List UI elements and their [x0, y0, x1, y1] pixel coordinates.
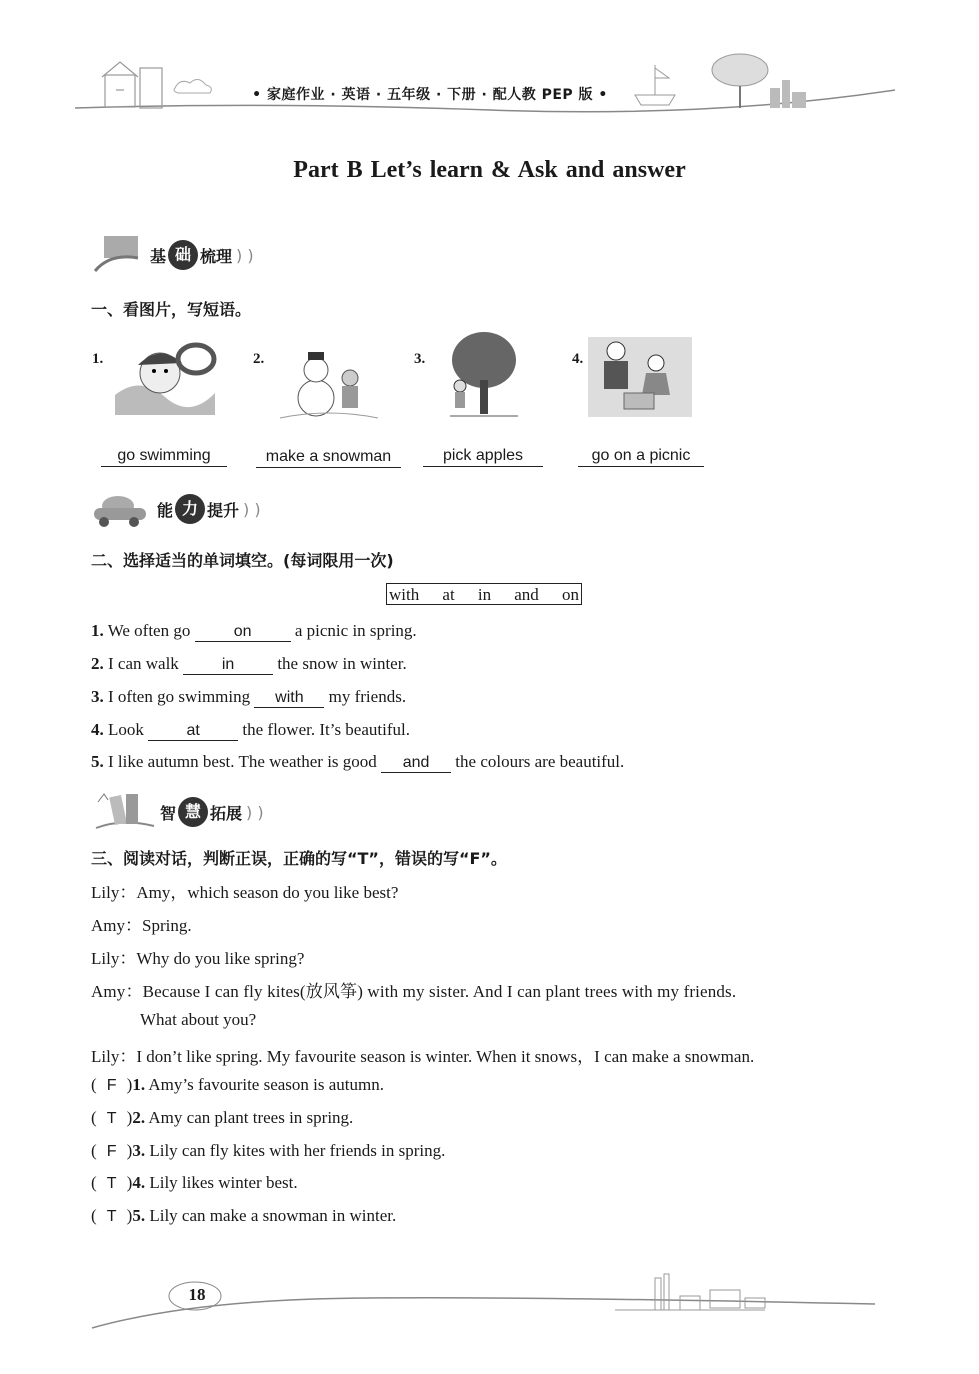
answer-phrase-1: go swimming	[101, 446, 227, 467]
word-bank-item: with	[389, 585, 420, 604]
dialogue-line-3: Lily：Why do you like spring?	[91, 949, 305, 968]
series-header: • 家庭作业 · 英语 · 五年级 · 下册 · 配人教 PEP 版 •	[252, 87, 608, 103]
badge-char-1: 智	[160, 803, 177, 823]
badge-char-highlight: 力	[175, 494, 205, 524]
part3-instruction: 三、阅读对话，判断正误，正确的写“T”，错误的写“F”。	[91, 849, 507, 868]
pic-num-2: 2.	[253, 351, 265, 367]
item-number: 1.	[91, 621, 104, 640]
page-number: 18	[188, 1285, 206, 1304]
tf-item-1: ( F )1. Amy’s favourite season is autumn.	[91, 1075, 385, 1094]
answer-blank: with	[254, 689, 324, 708]
boat-icon	[635, 65, 675, 105]
badge-char-highlight: 础	[168, 240, 198, 270]
word-bank-item: in	[477, 585, 492, 604]
sentence-start: I like autumn best. The weather is good	[103, 752, 382, 771]
page-title: Part B Let’s learn & Ask and answer	[293, 157, 686, 183]
item-number: 1.	[132, 1075, 146, 1094]
sentence-start: We often go	[103, 621, 195, 640]
tf-statement: Amy’s favourite season is autumn.	[145, 1075, 385, 1094]
badge-char-rest: 提升	[207, 500, 240, 520]
part1-instruction: 一、看图片，写短语。	[91, 300, 252, 319]
cloud-icon	[174, 79, 211, 93]
fill-sentence-4	[91, 720, 410, 741]
fill-sentence-1	[91, 621, 417, 642]
sentence-end: the colours are beautiful.	[451, 752, 625, 771]
word-bank-item: at	[442, 585, 455, 604]
answer-blank: and	[381, 754, 451, 773]
pic-num-1: 1.	[92, 351, 104, 367]
answer-blank: in	[183, 656, 273, 675]
word-bank	[386, 583, 582, 605]
word-bank-item: and	[514, 585, 539, 604]
answer-phrase-3: pick apples	[423, 446, 543, 467]
badge-char-1: 基	[150, 246, 167, 266]
tf-answer: T	[106, 1175, 117, 1192]
tf-answer: F	[106, 1077, 117, 1094]
tf-item-5: ( T )5. Lily can make a snowman in winter.	[91, 1206, 397, 1225]
dialogue-line-4-cont: What about you?	[140, 1010, 257, 1029]
item-number: 3.	[132, 1141, 146, 1160]
fill-sentence-2	[91, 654, 407, 675]
car-icon	[88, 490, 154, 530]
answer-phrase-2: make a snowman	[256, 447, 401, 468]
city-skyline-icon	[615, 1274, 765, 1310]
tree-icon	[712, 54, 768, 108]
tf-item-2: ( T )2. Amy can plant trees in spring.	[91, 1108, 354, 1127]
item-number: 4.	[132, 1173, 146, 1192]
sentence-end: my friends.	[324, 687, 407, 706]
item-number: 5.	[91, 752, 104, 771]
pic-num-4: 4.	[572, 351, 584, 367]
badge-char-1: 能	[157, 500, 174, 520]
house-icon	[102, 62, 162, 108]
tf-statement: Lily can make a snowman in winter.	[145, 1206, 397, 1225]
sentence-start: I often go swimming	[103, 687, 255, 706]
fill-sentence-5	[91, 752, 624, 773]
swimming-picture	[110, 335, 218, 421]
sentence-start: Look	[103, 720, 149, 739]
dialogue-line-5: Lily：I don’t like spring. My favourite season is winter. When it snows，I can make a snowman.	[91, 1047, 755, 1066]
sentence-start: I can walk	[103, 654, 184, 673]
answer-phrase-4: go on a picnic	[578, 446, 704, 467]
picnic-picture	[588, 337, 692, 417]
tf-answer: T	[106, 1110, 117, 1127]
badge-swoosh-icon: ) )	[246, 802, 264, 822]
tf-answer: F	[106, 1143, 117, 1160]
section-badge-extension	[160, 797, 264, 827]
tf-answer: T	[106, 1208, 117, 1225]
sentence-end: the snow in winter.	[273, 654, 407, 673]
badge-char-rest: 梳理	[200, 246, 233, 266]
dialogue-line-4: Amy：Because I can fly kites(放风筝) with my sister. And I can plant trees with my friends.	[91, 982, 737, 1001]
slide-icon	[90, 233, 150, 273]
section-badge-ability	[157, 494, 261, 524]
badge-char-highlight: 慧	[178, 797, 208, 827]
badge-swoosh-icon: ) )	[243, 499, 261, 519]
sentence-end: the flower. It’s beautiful.	[238, 720, 410, 739]
dialogue-line-1: Lily：Amy，which season do you like best?	[91, 883, 399, 902]
badge-char-rest: 拓展	[210, 803, 243, 823]
section-badge-basics	[150, 240, 254, 270]
item-number: 2.	[132, 1108, 146, 1127]
city-skyline-icon	[770, 80, 806, 108]
snowman-picture	[278, 338, 380, 424]
dialogue-line-2: Amy：Spring.	[91, 916, 192, 935]
tf-statement: Lily can fly kites with her friends in spring.	[145, 1141, 446, 1160]
tf-statement: Amy can plant trees in spring.	[145, 1108, 354, 1127]
tf-item-4: ( T )4. Lily likes winter best.	[91, 1173, 298, 1192]
sentence-end: a picnic in spring.	[290, 621, 417, 640]
pic-num-3: 3.	[414, 351, 426, 367]
apple-tree-picture	[440, 330, 520, 420]
tf-item-3: ( F )3. Lily can fly kites with her friends in spring.	[91, 1141, 446, 1160]
tf-statement: Lily likes winter best.	[145, 1173, 298, 1192]
item-number: 5.	[132, 1206, 146, 1225]
part2-instruction: 二、选择适当的单词填空。(每词限用一次)	[91, 551, 394, 570]
word-bank-item: on	[561, 585, 579, 604]
answer-blank: at	[148, 722, 238, 741]
item-number: 2.	[91, 654, 104, 673]
books-icon	[92, 788, 158, 832]
answer-blank: on	[195, 623, 291, 642]
item-number: 3.	[91, 687, 104, 706]
fill-sentence-3	[91, 687, 406, 708]
badge-swoosh-icon: ) )	[236, 245, 254, 265]
item-number: 4.	[91, 720, 104, 739]
